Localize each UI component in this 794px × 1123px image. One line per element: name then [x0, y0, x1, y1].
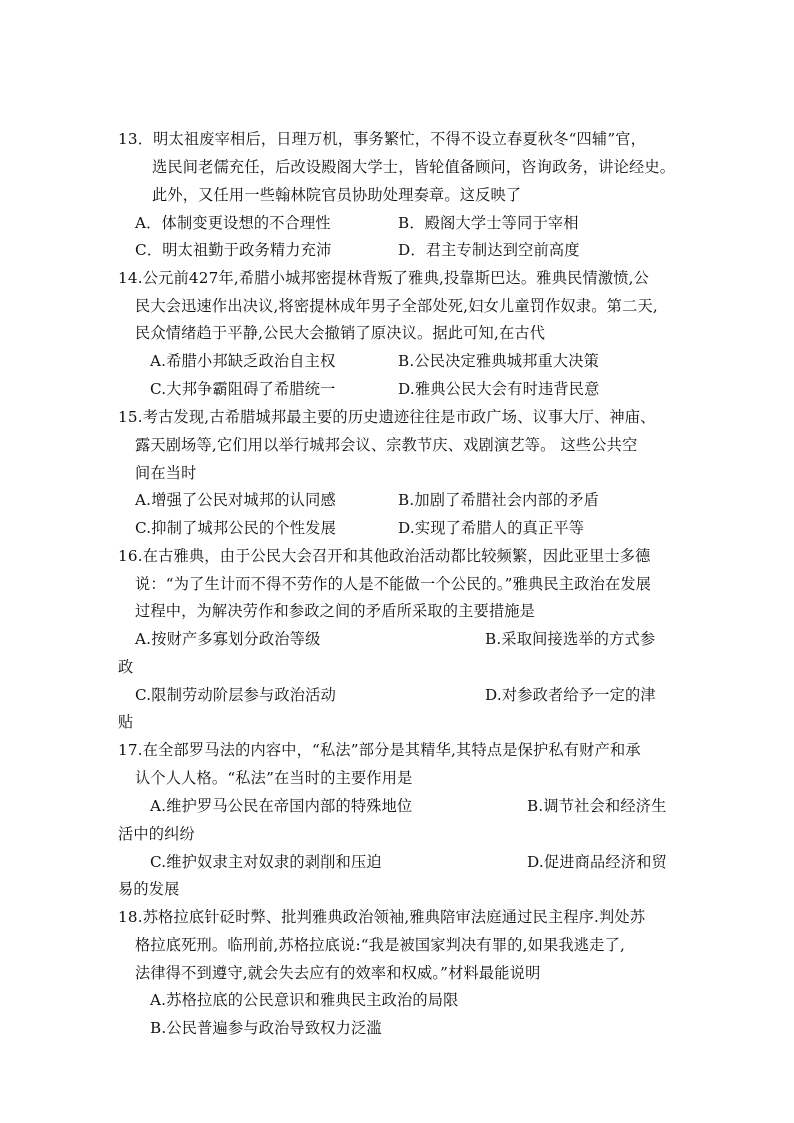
question-16-option-d-continuation: 贴: [118, 713, 134, 731]
question-17-option-b-continuation: 活中的纠纷: [118, 825, 195, 843]
question-14-option-d: D.雅典公民大会有时违背民意: [398, 380, 600, 398]
question-18-option-a: A.苏格拉底的公民意识和雅典民主政治的局限: [150, 991, 459, 1009]
question-15-option-b: B.加剧了希腊社会内部的矛盾: [398, 491, 600, 509]
question-15-stem-line-3: 间在当时: [135, 464, 197, 482]
question-17-stem-line-2: 认个人人格。“私法”在当时的主要作用是: [135, 769, 413, 787]
question-13-stem-line-1: 13．明太祖废宰相后，日理万机，事务繁忙，不得不设立春夏秋冬“四辅”官，: [118, 130, 647, 148]
question-18-stem-line-2: 格拉底死刑。临刑前,苏格拉底说:“我是被国家判决有罪的,如果我逃走了,: [135, 936, 625, 954]
question-16-option-c: C.限制劳动阶层参与政治活动: [135, 686, 336, 704]
question-18-option-b: B.公民普遍参与政治导致权力泛滥: [150, 1019, 382, 1037]
question-14-stem-line-2: 民大会迅速作出决议,将密提林成年男子全部处死,妇女儿童罚作奴隶。第二天,: [135, 297, 658, 315]
question-14-stem-line-1: 14.公元前427年,希腊小城邦密提林背叛了雅典,投靠斯巴达。雅典民情激愤,公: [118, 269, 650, 287]
question-18-stem-line-3: 法律得不到遵守,就会失去应有的效率和权威。”材料最能说明: [135, 964, 541, 982]
question-14-option-c: C.大邦争霸阻碍了希腊统一: [150, 380, 336, 398]
question-13-option-d: D．君主专制达到空前高度: [398, 241, 580, 259]
question-14-option-b: B.公民决定雅典城邦重大决策: [398, 352, 600, 370]
question-15-stem-line-2: 露天剧场等,它们用以举行城邦会议、宗教节庆、戏剧演艺等。 这些公共空: [135, 436, 638, 454]
question-13-option-a: A．体制变更设想的不合理性: [135, 214, 331, 232]
question-13-option-c: C．明太祖勤于政务精力充沛: [135, 241, 332, 259]
question-17-option-b: B.调节社会和经济生: [527, 797, 667, 815]
question-15-option-c: C.抑制了城邦公民的个性发展: [135, 519, 336, 537]
question-17-stem-line-1: 17.在全部罗马法的内容中，“私法”部分是其精华,其特点是保护私有财产和承: [118, 741, 641, 759]
question-16-stem-line-3: 过程中，为解决劳作和参政之间的矛盾所采取的主要措施是: [135, 602, 536, 620]
question-13-stem-line-3: 此外，又任用一些翰林院官员协助处理奏章。这反映了: [152, 186, 522, 204]
question-16-option-b-continuation: 政: [118, 658, 134, 676]
question-13-stem-line-2: 选民间老儒充任，后改设殿阁大学士，皆轮值备顾问，咨询政务，讲论经史。: [152, 158, 676, 176]
question-16-option-b: B.采取间接选举的方式参: [485, 630, 656, 648]
question-16-stem-line-2: 说：“为了生计而不得不劳作的人是不能做一个公民的。”雅典民主政治在发展: [135, 575, 652, 593]
question-14-option-a: A.希腊小邦缺乏政治自主权: [150, 352, 336, 370]
question-15-option-a: A.增强了公民对城邦的认同感: [135, 491, 336, 509]
question-17-option-c: C.维护奴隶主对奴隶的剥削和压迫: [150, 853, 382, 871]
question-15-stem-line-1: 15.考古发现,古希腊城邦最主要的历史遗迹往往是市政广场、议事大厅、神庙、: [118, 408, 656, 426]
question-13-option-b: B．殿阁大学士等同于宰相: [398, 214, 579, 232]
question-16-option-a: A.按财产多寡划分政治等级: [135, 630, 321, 648]
question-17-option-d-continuation: 易的发展: [118, 880, 180, 898]
question-16-option-d: D.对参政者给予一定的津: [485, 686, 656, 704]
question-15-option-d: D.实现了希腊人的真正平等: [398, 519, 585, 537]
question-18-stem-line-1: 18.苏格拉底针砭时弊、批判雅典政治领袖,雅典陪审法庭通过民主程序.判处苏: [118, 908, 646, 926]
question-17-option-d: D.促进商品经济和贸: [527, 853, 667, 871]
question-14-stem-line-3: 民众情绪趋于平静,公民大会撤销了原决议。据此可知,在古代: [135, 324, 546, 342]
question-16-stem-line-1: 16.在古雅典，由于公民大会召开和其他政治活动都比较频繁，因此亚里士多德: [118, 547, 651, 565]
question-17-option-a: A.维护罗马公民在帝国内部的特殊地位: [150, 797, 413, 815]
